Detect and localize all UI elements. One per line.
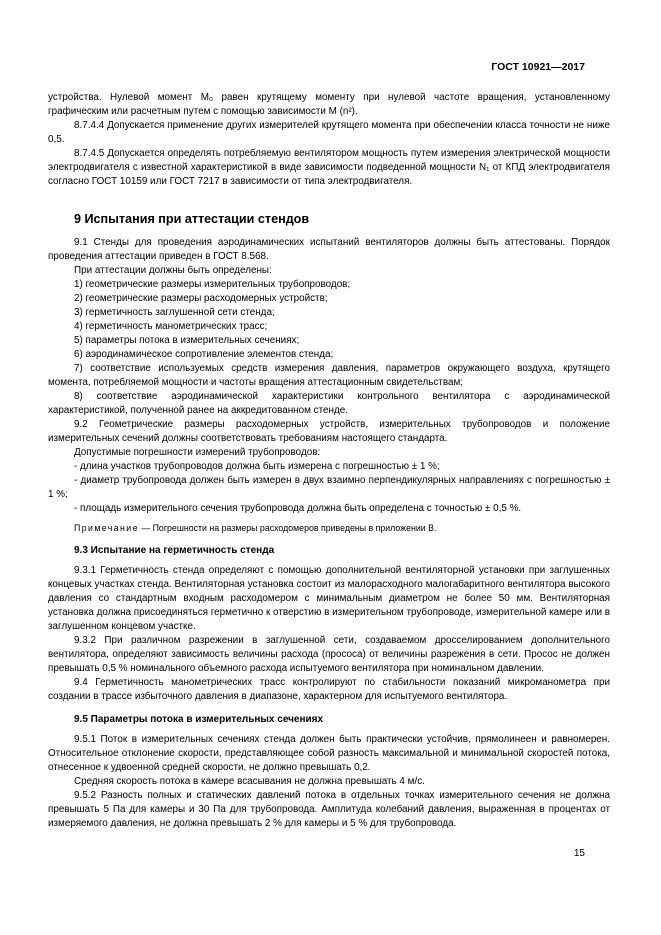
paragraph-9-3-2: 9.3.2 При различном разрежении в заглушенной сети, создаваемом дросселированием дополнительного вентилятора, определяют зависимость величины расхода (прососа) от величины разрежения в сети. Просос не должен превышать 0,5 % номинального объемного расхода испытуемого вентилятора при номинальном давлении. [48,635,610,674]
paragraph-9-5-1: 9.5.1 Поток в измерительных сечениях стенда должен быть практически устойчив, прямолинеен и равномерен. Относительное отклонение скорости, представляющее собой разность максимальной и минимальной скоростей потока, отнесенное к удвоенной средней скорости, не должно превышать 0,2. [48,734,610,773]
note [48,522,610,535]
paragraph-9-1: 9.1 Стенды для проведения аэродинамических испытаний вентиляторов должны быть аттестованы. Порядок проведения аттестации приведен в ГОСТ 8.568. [48,237,610,262]
section-9-heading: 9 Испытания при аттестации стендов [74,212,310,226]
list-intro: При аттестации должны быть определены: [74,265,272,276]
paragraph-9-2: 9.2 Геометрические размеры расходомерных устройств, измерительных трубопроводов и положение измерительных сечений должны соответствовать требованиям настоящего стандарта. [48,419,610,444]
list-item: 3) герметичность заглушенной сети стенда; [74,307,275,318]
paragraph-continuation: устройства. Нулевой момент M₀ равен крутящему моменту при нулевой частоте вращения, установленному графическим или расчетным путем с помощью зависимости M (n²). [48,92,610,117]
list-item: 8) соответствие аэродинамической характеристики контрольного вентилятора с аэродинамической характеристикой, полученной ранее на аккредитованном стенде. [48,391,610,416]
paragraph-9-4: 9.4 Герметичность манометрических трасс контролируют по стабильности показаний микроманометра при создании в трассе избыточного давления в диапазоне, характерном для испытуемого вентилятора. [48,677,610,702]
page-number: 15 [573,848,585,859]
list-item: 2) геометрические размеры расходомерных устройств; [74,293,328,304]
list-item: 1) геометрические размеры измерительных трубопроводов; [74,279,351,290]
paragraph-velocity: Средняя скорость потока в камере всасывания не должна превышать 4 м/с. [74,776,425,787]
list-item: 6) аэродинамическое сопротивление элементов стенда; [74,349,334,360]
section-9-5-heading: 9.5 Параметры потока в измерительных сечениях [74,714,324,725]
tolerance-item: - длина участков трубопроводов должна быть измерена с погрешностью ± 1 %; [74,461,440,472]
note-label: Примечание [74,523,139,533]
paragraph-8-7-4-4: 8.7.4.4 Допускается применение других измерителей крутящего момента при обеспечении класса точности не ниже 0,5. [48,120,610,145]
tolerance-intro: Допустимые погрешности измерений трубопроводов: [74,447,321,458]
list-item: 7) соответствие используемых средств измерения давления, параметров окружающего воздуха, крутящего момента, потребляемой мощности и частоты вращения аттестационным свидетельствам; [48,363,610,388]
tolerance-item: - площадь измерительного сечения трубопровода должна быть определена с точностью ± 0,5 %. [74,503,522,514]
list-item: 5) параметры потока в измерительных сечениях; [74,335,300,346]
section-9-3-heading: 9.3 Испытание на герметичность стенда [74,545,275,556]
note-text: — Погрешности на размеры расходомеров приведены в приложении В. [138,523,437,533]
document-code-header: ГОСТ 10921—2017 [491,61,585,73]
tolerance-item: - диаметр трубопровода должен быть измерен в двух взаимно перпендикулярных направлениях с погрешностью ± 1 %; [48,475,610,500]
paragraph-9-5-2: 9.5.2 Разность полных и статических давлений потока в отдельных точках измерительного сечения не должна превышать 5 Па для камеры и 30 Па для трубопровода. Амплитуда колебаний давления, выраженная в процентах от измеряемого давления, не должна превышать 2 % для камеры и 5 % для трубопровода. [48,790,610,829]
list-item: 4) герметичность манометрических трасс; [74,321,268,332]
page-content [48,91,610,831]
paragraph-8-7-4-5: 8.7.4.5 Допускается определять потребляемую вентилятором мощность путем измерения электрической мощности электродвигателя с известной характеристикой в виде зависимости подведенной мощности N₁ от КПД электродвигателя согласно ГОСТ 10159 или ГОСТ 7217 в зависимости от типа электродвигателя. [48,148,610,187]
paragraph-9-3-1: 9.3.1 Герметичность стенда определяют с помощью дополнительной вентиляторной установки при заглушенных концевых участках стенда. Вентиляторная установка состоит из малорасходного малогабаритного вентилятора высокого давления со стандартным входным расходомером с минимальным диаметром не более 50 мм. Вентиляторная установка должна присоединяться герметично к отверстию в измерительном трубопроводе, измерительной камере или в заглушенном концевом участке. [48,565,610,632]
